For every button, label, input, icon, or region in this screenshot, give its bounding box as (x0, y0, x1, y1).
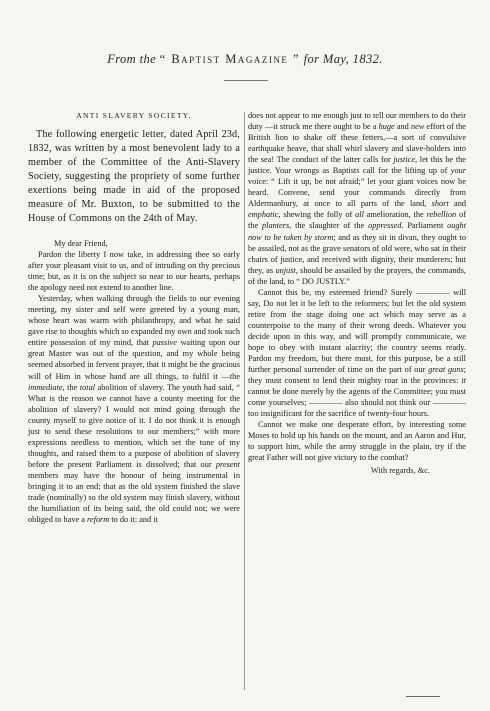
end-rule (406, 696, 440, 697)
heading-source-prefix: From the (107, 52, 157, 66)
page-heading (0, 52, 490, 67)
article-title: ANTI SLAVERY SOCIETY. (76, 111, 192, 120)
letter-paragraph-2-part-2 (248, 110, 466, 287)
letter-paragraph-3-span: Cannot this be, my esteemed friend? Surely ———— will say, Do not let it be left to the reformers; but let the old system retire from the stage doing one act which may serve as a counterpoise to the many of their wrong deeds. Whatever you decide upon in this way, and will promptly communicate, we hope to obey with instant alacrity; the country seems ready. Pardon my freedom, but there must, for this purpose, be a still further personal surrender of time on the part of our great guns; they must consent to lend their mighty roar in the provinces: it cannot be done merely by the agents of the Committee; you must come yourselves; ———— also should not think our ———— too insignificant for the sacrifice of twenty-four hours. (248, 287, 466, 419)
article-intro: The following energetic letter, dated April 23d, 1832, was written by a most benevolent lady to a member of the Committee of the Anti-Slavery Society, suggesting the propriety of some further exertions being made in aid of the proposed measure of Mr. Buxton, to be submitted to the House of Commons on the 24th of May. (28, 129, 240, 224)
right-column (248, 110, 466, 476)
heading-date: for May, 1832. (303, 52, 383, 66)
letter-paragraph-2-span: Yesterday, when walking through the fields to our evening meeting, my sister and self were greeted by a young man, whose heart was warm with philanthropy, and what he said gave rise to thoughts which so expanded my own and took such entire possession of my mind, that passive waiting upon our great Master was out of the question, and my whole being seemed absorbed in fervent prayer, that it might be the gracious will of Him in whose hand are all things, to fulfil it —the immediate, the total abolition of slavery. The youth had said, “ What is the reason we cannot have a county meeting for the abolition of slavery? I would not mind going through the county myself to give notice of it. I do not think it is enough just to send these resolutions to our members;” with more expressions needless to mention, which set the tune of my thoughts, and raised them to a purpose of abolition of slavery before the present Parliament is dissolved; that our present members may have the honour of being instrumental in bringing it to an end; that as the old system finished the slave trade (nominally) so the old system may finish slavery, without the humiliation of its being said, the old could not; we were obliged to have a reform to do it: and it (28, 294, 240, 525)
column-divider (244, 112, 245, 690)
letter-paragraph-4: Cannot we make one desperate effort, by interesting some Moses to hold up his hands on the mount, and an Aaron and Hur, to support him, while the army struggle in the plain, try if the great Father will not give victory to the combat? (248, 420, 466, 463)
letter-closing: With regards, &c. (370, 465, 430, 475)
heading-magazine: “ Baptist Magazine ” (159, 52, 301, 66)
letter-paragraph-2-part-1 (28, 293, 240, 525)
heading-rule (224, 80, 268, 81)
letter-salutation: My dear Friend, (54, 239, 108, 248)
letter-paragraph-3 (248, 287, 466, 420)
left-column (28, 110, 240, 525)
letter-paragraph-1: Pardon the liberty I now take, in addressing thee so early after your pleasant visit to us, and of intruding on thy precious time; but, as it is on the subject so near to our hearts, perhaps the apology need not extend to another line. (28, 250, 240, 293)
letter-paragraph-2-continued: does not appear to me enough just to tell our members to do their duty —it struck me there ought to be a huge and new effort of the British lion to shake off these fetters,—a sort of convulsive earthquake heave, that shall whirl slavery and slave-holders into the sea! The conduct of the latter calls for justice, let this be the justice. Your wrongs as Baptists call for the lifting up of your voice: “ Lift it up, be not afraid;” let your giant voices now be heard. Convene, send your commands directly from Aldermanbury, at once to all parts of the land, short and emphatic, shewing the folly of all amelioration, the rebellion of the planters, the slaughter of the oppressed. Parliament ought now to be taken by storm; and as they sit in divan, they ought to be assailed, not as the grave senators of old were, who sat in their chairs of justice, and received with dignity, their murderers; but they, as unjust, should be assailed by the prayers, the commands, of the land, to “ DO JUSTLY.” (248, 111, 467, 286)
